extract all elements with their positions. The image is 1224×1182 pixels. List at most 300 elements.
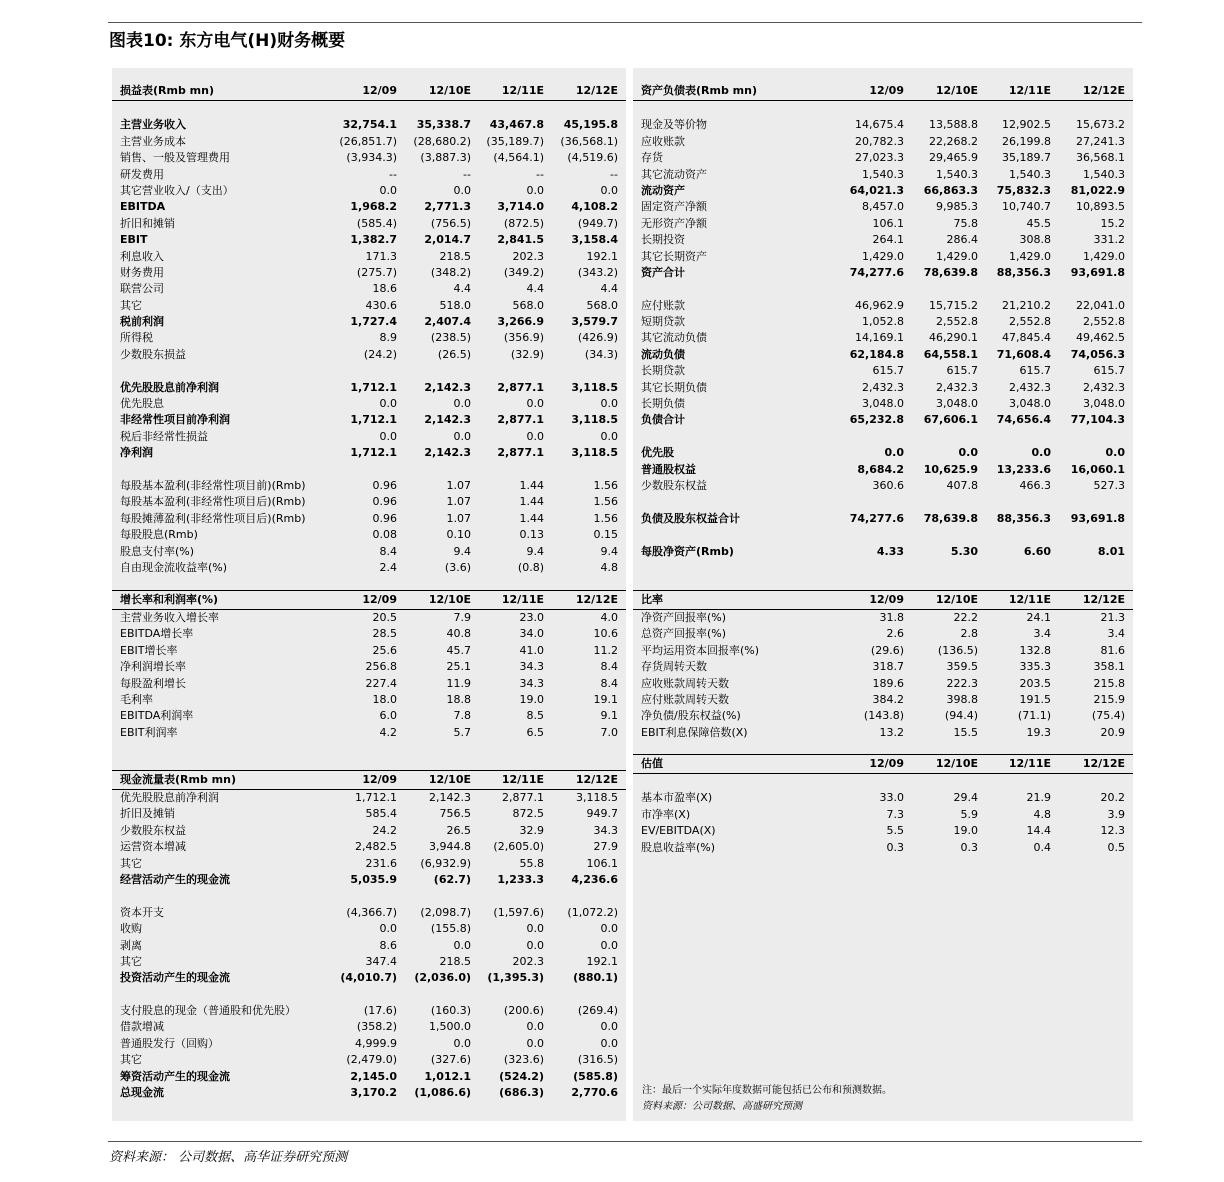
ratios-table (633, 590, 1133, 741)
row-label: 主营业务成本 (120, 134, 186, 148)
spacer-row (633, 494, 1133, 510)
row-label: 研发费用 (120, 167, 164, 181)
table-row (633, 807, 1133, 823)
table-row (633, 396, 1133, 412)
row-value: 81,022.9 (1070, 183, 1125, 197)
notes (642, 1083, 892, 1115)
table-row (112, 659, 626, 675)
table-row (112, 708, 626, 724)
table-row (112, 265, 626, 281)
row-label: 应付账款 (641, 298, 685, 312)
row-label: EBIT利息保障倍数(X) (641, 725, 748, 739)
row-value: 0.3 (886, 840, 904, 854)
row-value: 3,118.5 (571, 380, 618, 394)
spacer-row (633, 101, 1133, 117)
row-value: 3,944.8 (429, 840, 471, 854)
row-value: 4.0 (600, 611, 618, 624)
row-value: 3.9 (1107, 807, 1125, 821)
row-value: 8.01 (1097, 544, 1125, 558)
row-label: 经营活动产生的现金流 (120, 872, 230, 886)
table-row (112, 1036, 626, 1052)
row-value: (1,597.6) (493, 905, 544, 919)
row-value: 24.1 (1026, 611, 1051, 624)
row-value: 10,740.7 (1002, 200, 1051, 214)
table-row (112, 921, 626, 937)
table-row (112, 216, 626, 232)
row-value: 93,691.8 (1070, 511, 1125, 525)
column-header: 12/12E (1082, 593, 1125, 606)
row-value: 2,407.4 (424, 315, 471, 329)
row-value: 222.3 (946, 676, 978, 690)
row-value: (323.6) (503, 1053, 544, 1067)
row-label: 长期负债 (641, 397, 685, 411)
row-label: 财务费用 (120, 265, 164, 279)
row-value: 7.8 (453, 709, 471, 723)
row-value: 2,877.1 (497, 446, 544, 460)
table-row (112, 725, 626, 741)
row-value: (94.4) (944, 709, 978, 723)
row-label: 资本开支 (120, 905, 164, 919)
row-value: 32,754.1 (342, 118, 397, 132)
row-value: (3,887.3) (420, 151, 471, 165)
table-title: 增长率和利润率(%) (120, 593, 219, 606)
row-value: 8,684.2 (857, 462, 904, 476)
column-header: 12/11E (1008, 757, 1051, 770)
row-label: 每股基本盈利(非经常性项目后)(Rmb) (120, 495, 306, 509)
growth-margin-table (112, 590, 626, 741)
table-row (633, 314, 1133, 330)
row-label: 股息支付率(%) (120, 544, 195, 558)
row-value: 2.6 (886, 627, 904, 641)
row-value: 13,233.6 (996, 462, 1051, 476)
row-value: 3,048.0 (862, 397, 904, 411)
row-value: 1,712.1 (350, 446, 397, 460)
row-value: 46,962.9 (855, 298, 904, 312)
row-value: 4.8 (1033, 807, 1051, 821)
row-value: 384.2 (872, 692, 904, 706)
table-row (112, 134, 626, 150)
table-row (633, 412, 1133, 428)
table-row (112, 199, 626, 215)
row-value: 2,142.3 (424, 413, 471, 427)
table-title: 损益表(Rmb mn) (120, 84, 214, 97)
table-row (633, 347, 1133, 363)
table-row (112, 150, 626, 166)
table-row (112, 117, 626, 133)
row-value: 949.7 (586, 807, 618, 821)
spacer-row (112, 363, 626, 379)
row-value: (4,564.1) (493, 151, 544, 165)
table-row (633, 298, 1133, 314)
column-header: 12/10E (428, 84, 471, 97)
figure-title: 图表10: 东方电气(H)财务概要 (109, 31, 346, 51)
row-value: (62.7) (433, 872, 471, 886)
row-value: 1,429.0 (1009, 249, 1051, 263)
row-value: 2,014.7 (424, 233, 471, 247)
row-label: 股息收益率(%) (641, 840, 716, 854)
table-row (633, 511, 1133, 527)
row-label: 无形资产净额 (641, 216, 707, 230)
row-value: 3,158.4 (571, 233, 618, 247)
row-value: 74,277.6 (849, 265, 904, 279)
row-value: (1,086.6) (414, 1086, 471, 1100)
row-label: 负债合计 (641, 413, 685, 427)
row-value: 1,012.1 (424, 1069, 471, 1083)
table-row (633, 659, 1133, 675)
row-value: (2,605.0) (493, 840, 544, 854)
row-value: 1,540.3 (1009, 167, 1051, 181)
row-label: 借款增减 (120, 1020, 164, 1034)
row-value: 3,118.5 (571, 413, 618, 427)
row-value: 2,552.8 (1083, 315, 1125, 329)
row-value: 20.9 (1100, 725, 1125, 739)
row-value: 10.6 (593, 627, 618, 641)
table-row (112, 1069, 626, 1085)
row-value: 0.0 (379, 183, 397, 197)
income-statement-table (112, 82, 626, 576)
row-value: 11.2 (593, 643, 618, 657)
row-value: (686.3) (499, 1086, 544, 1100)
row-value: (756.5) (430, 216, 471, 230)
row-value: 4,999.9 (355, 1036, 397, 1050)
table-row (633, 445, 1133, 461)
row-value: 1,540.3 (862, 167, 904, 181)
row-value: (160.3) (430, 1004, 471, 1018)
row-value: 14,169.1 (855, 331, 904, 345)
row-value: 0.0 (600, 922, 618, 936)
row-value: 19.0 (519, 692, 544, 706)
row-value: 0.15 (593, 528, 618, 542)
row-value: 615.7 (1019, 364, 1051, 378)
row-value: 77,104.3 (1070, 413, 1125, 427)
row-value: 1,727.4 (350, 315, 397, 329)
table-row (112, 643, 626, 659)
row-value: (143.8) (863, 709, 904, 723)
row-value: 2,771.3 (424, 200, 471, 214)
row-label: EBITDA增长率 (120, 627, 194, 641)
row-value: 0.0 (453, 1036, 471, 1050)
row-value: 3.4 (1107, 627, 1125, 641)
row-value: 756.5 (439, 807, 471, 821)
row-value: 615.7 (1093, 364, 1125, 378)
row-value: 5.5 (886, 824, 904, 838)
row-value: 466.3 (1019, 478, 1051, 492)
row-value: 2,877.1 (497, 413, 544, 427)
column-header: 12/10E (935, 593, 978, 606)
row-value: 8.4 (600, 676, 618, 690)
table-header (112, 770, 626, 790)
row-value: (136.5) (937, 643, 978, 657)
row-value: 67,606.1 (923, 413, 978, 427)
row-value: (28,680.2) (413, 134, 471, 148)
row-value: 0.0 (958, 446, 978, 460)
column-header: 12/12E (575, 593, 618, 606)
row-label: 负债及股东权益合计 (641, 511, 740, 525)
table-row (112, 676, 626, 692)
row-label: 每股盈利增长 (120, 676, 186, 690)
row-label: 其它 (120, 954, 142, 968)
column-header: 12/11E (501, 84, 544, 97)
table-row (112, 610, 626, 626)
row-value: 318.7 (872, 660, 904, 674)
table-row (112, 806, 626, 822)
row-value: 0.96 (372, 495, 397, 509)
table-row (112, 1085, 626, 1101)
row-value: 0.0 (453, 397, 471, 411)
column-header: 12/10E (428, 773, 471, 786)
row-value: 74,656.4 (996, 413, 1051, 427)
row-value: 45,195.8 (563, 118, 618, 132)
row-value: (4,010.7) (340, 971, 397, 985)
balance-sheet-table (633, 82, 1133, 560)
row-label: 流动负债 (641, 347, 685, 361)
row-value: 12.3 (1100, 824, 1125, 838)
row-value: 0.0 (526, 922, 544, 936)
table-row (633, 626, 1133, 642)
row-value: (238.5) (430, 331, 471, 345)
valuation-table (633, 754, 1133, 856)
row-value: 33.0 (879, 791, 904, 805)
row-label: 长期投资 (641, 233, 685, 247)
row-value: (6,932.9) (420, 856, 471, 870)
row-label: 少数股东权益 (641, 478, 707, 492)
row-value: 0.0 (526, 183, 544, 197)
row-value: (17.6) (363, 1004, 397, 1018)
row-value: 45.7 (446, 643, 471, 657)
table-row (633, 823, 1133, 839)
row-value: 0.0 (600, 1020, 618, 1034)
row-value: (1,072.2) (567, 905, 618, 919)
spacer-row (633, 429, 1133, 445)
row-value: 331.2 (1093, 233, 1125, 247)
row-value: 3,048.0 (1083, 397, 1125, 411)
table-row (633, 643, 1133, 659)
row-value: 106.1 (586, 856, 618, 870)
row-value: 22,041.0 (1076, 298, 1125, 312)
row-value: (426.9) (577, 331, 618, 345)
row-label: 长期贷款 (641, 364, 685, 378)
row-value: (585.4) (356, 216, 397, 230)
row-label: EBITDA利润率 (120, 709, 194, 723)
table-row (633, 265, 1133, 281)
row-value: 0.13 (519, 528, 544, 542)
row-value: 4.4 (453, 282, 471, 296)
table-row (112, 478, 626, 494)
row-value: (880.1) (573, 971, 618, 985)
row-label: 优先股股息前净利润 (120, 791, 219, 804)
row-value: 132.8 (1019, 643, 1051, 657)
row-value: 31.8 (879, 611, 904, 624)
row-label: 存货周转天数 (641, 660, 707, 674)
table-row (112, 626, 626, 642)
row-value: 3,048.0 (1009, 397, 1051, 411)
row-value: 20,782.3 (855, 134, 904, 148)
row-value: 21.3 (1100, 611, 1125, 624)
row-label: 自由现金流收益率(%) (120, 560, 228, 574)
table-row (112, 183, 626, 199)
row-value: 202.3 (512, 249, 544, 263)
row-label: 资产合计 (641, 265, 685, 279)
row-label: EBIT增长率 (120, 643, 178, 657)
spacer-row (112, 101, 626, 117)
column-header: 12/11E (501, 773, 544, 786)
row-value: 1,712.1 (355, 791, 397, 804)
row-value: 5.9 (960, 807, 978, 821)
row-value: 0.08 (372, 528, 397, 542)
row-label: 其它 (120, 298, 142, 312)
row-label: 每股净资产(Rmb) (641, 544, 734, 558)
table-row (633, 183, 1133, 199)
table-row (112, 445, 626, 461)
row-value: 55.8 (519, 856, 544, 870)
row-value: 347.4 (365, 954, 397, 968)
row-value: 49,462.5 (1076, 331, 1125, 345)
row-value: 0.10 (446, 528, 471, 542)
row-value: 359.5 (946, 660, 978, 674)
row-label: 筹资活动产生的现金流 (120, 1069, 230, 1083)
row-label: 毛利率 (120, 692, 153, 706)
row-value: 6.5 (526, 725, 544, 739)
row-value: 192.1 (586, 249, 618, 263)
table-row (112, 396, 626, 412)
row-value: 14.4 (1026, 824, 1051, 838)
row-value: 335.3 (1019, 660, 1051, 674)
row-value: 18.6 (372, 282, 397, 296)
row-value: 0.0 (453, 183, 471, 197)
row-label: 其它长期资产 (641, 249, 707, 263)
row-value: 215.8 (1093, 676, 1125, 690)
row-value: 227.4 (365, 676, 397, 690)
row-value: 872.5 (512, 807, 544, 821)
row-value: 2,482.5 (355, 840, 397, 854)
row-value: 286.4 (946, 233, 978, 247)
row-label: 应付账款周转天数 (641, 692, 729, 706)
row-value: 13.2 (879, 725, 904, 739)
row-label: 联营公司 (120, 282, 164, 296)
row-value: 27,023.3 (855, 151, 904, 165)
row-value: 88,356.3 (996, 511, 1051, 525)
row-value: (75.4) (1091, 709, 1125, 723)
table-row (112, 494, 626, 510)
row-value: 26,199.8 (1002, 134, 1051, 148)
row-value: 28.5 (372, 627, 397, 641)
row-value: 7.0 (600, 725, 618, 739)
note-source: 资料来源：公司数据、高盛研究预测 (642, 1101, 802, 1112)
row-value: 9,985.3 (936, 200, 978, 214)
row-label: 净资产回报率(%) (641, 611, 727, 624)
table-row (112, 1052, 626, 1068)
table-row (633, 725, 1133, 741)
table-row (633, 708, 1133, 724)
row-value: 6.0 (379, 709, 397, 723)
row-value: 3,048.0 (936, 397, 978, 411)
table-row (112, 232, 626, 248)
column-header: 12/09 (869, 593, 904, 606)
row-value: 231.6 (365, 856, 397, 870)
row-value: (26,851.7) (339, 134, 397, 148)
row-value: 3,266.9 (497, 315, 544, 329)
column-header: 12/09 (869, 84, 904, 97)
row-value: 34.3 (593, 823, 618, 837)
row-value: 43,467.8 (489, 118, 544, 132)
table-row (112, 298, 626, 314)
bottom-rule (108, 1141, 1142, 1142)
row-value: 4.2 (379, 725, 397, 739)
row-value: 2,142.3 (429, 791, 471, 804)
row-label: 剥离 (120, 938, 142, 952)
row-value: (348.2) (430, 265, 471, 279)
row-value: 19.3 (1026, 725, 1051, 739)
table-row (112, 970, 626, 986)
row-value: 71,608.4 (996, 347, 1051, 361)
row-value: 23.0 (519, 611, 544, 624)
row-value: 20.2 (1100, 791, 1125, 805)
row-value: 8.4 (379, 544, 397, 558)
row-value: 26.5 (446, 823, 471, 837)
table-header (633, 82, 1133, 101)
row-value: 0.0 (600, 1036, 618, 1050)
row-value: 25.6 (372, 643, 397, 657)
table-title: 现金流量表(Rmb mn) (120, 773, 236, 786)
spacer-row (633, 774, 1133, 790)
source-footer: 资料来源： 公司数据、高华证券研究预测 (109, 1150, 348, 1165)
row-value: 34.0 (519, 627, 544, 641)
row-label: EBITDA (120, 200, 166, 214)
row-value: 2,145.0 (350, 1069, 397, 1083)
row-value: (2,036.0) (414, 971, 471, 985)
row-value: 25.1 (446, 660, 471, 674)
table-row (112, 560, 626, 576)
row-value: 29.4 (953, 791, 978, 805)
row-label: 每股股息(Rmb) (120, 528, 198, 542)
row-value: 0.0 (884, 446, 904, 460)
row-value: 40.8 (446, 627, 471, 641)
column-header: 12/11E (501, 593, 544, 606)
row-value: 2,432.3 (1009, 380, 1051, 394)
row-label: 主营业务收入增长率 (120, 611, 219, 624)
row-value: (36,568.1) (560, 134, 618, 148)
row-value: 308.8 (1019, 233, 1051, 247)
row-value: (26.5) (437, 347, 471, 361)
row-label: 支付股息的现金（普通股和优先股） (120, 1004, 296, 1018)
table-row (112, 249, 626, 265)
table-row (112, 511, 626, 527)
row-value: 1,540.3 (936, 167, 978, 181)
row-value: (949.7) (577, 216, 618, 230)
row-value: 2,142.3 (424, 446, 471, 460)
row-value: (1,395.3) (487, 971, 544, 985)
table-row (112, 823, 626, 839)
row-value: -- (610, 167, 618, 181)
row-value: 615.7 (946, 364, 978, 378)
table-row (633, 117, 1133, 133)
row-label: 非经常性项目前净利润 (120, 413, 230, 427)
row-value: 358.1 (1093, 660, 1125, 674)
row-label: EBIT利润率 (120, 725, 178, 739)
row-value: 568.0 (586, 298, 618, 312)
table-row (633, 232, 1133, 248)
row-value: 2,552.8 (1009, 315, 1051, 329)
row-value: (343.2) (577, 265, 618, 279)
row-value: 9.4 (453, 544, 471, 558)
row-value: 0.5 (1107, 840, 1125, 854)
row-label: 其它营业收入/（支出） (120, 183, 234, 197)
row-value: 62,184.8 (849, 347, 904, 361)
row-value: 1.07 (446, 478, 471, 492)
row-value: (585.8) (573, 1069, 618, 1083)
row-value: 4,108.2 (571, 200, 618, 214)
row-value: (4,519.6) (567, 151, 618, 165)
